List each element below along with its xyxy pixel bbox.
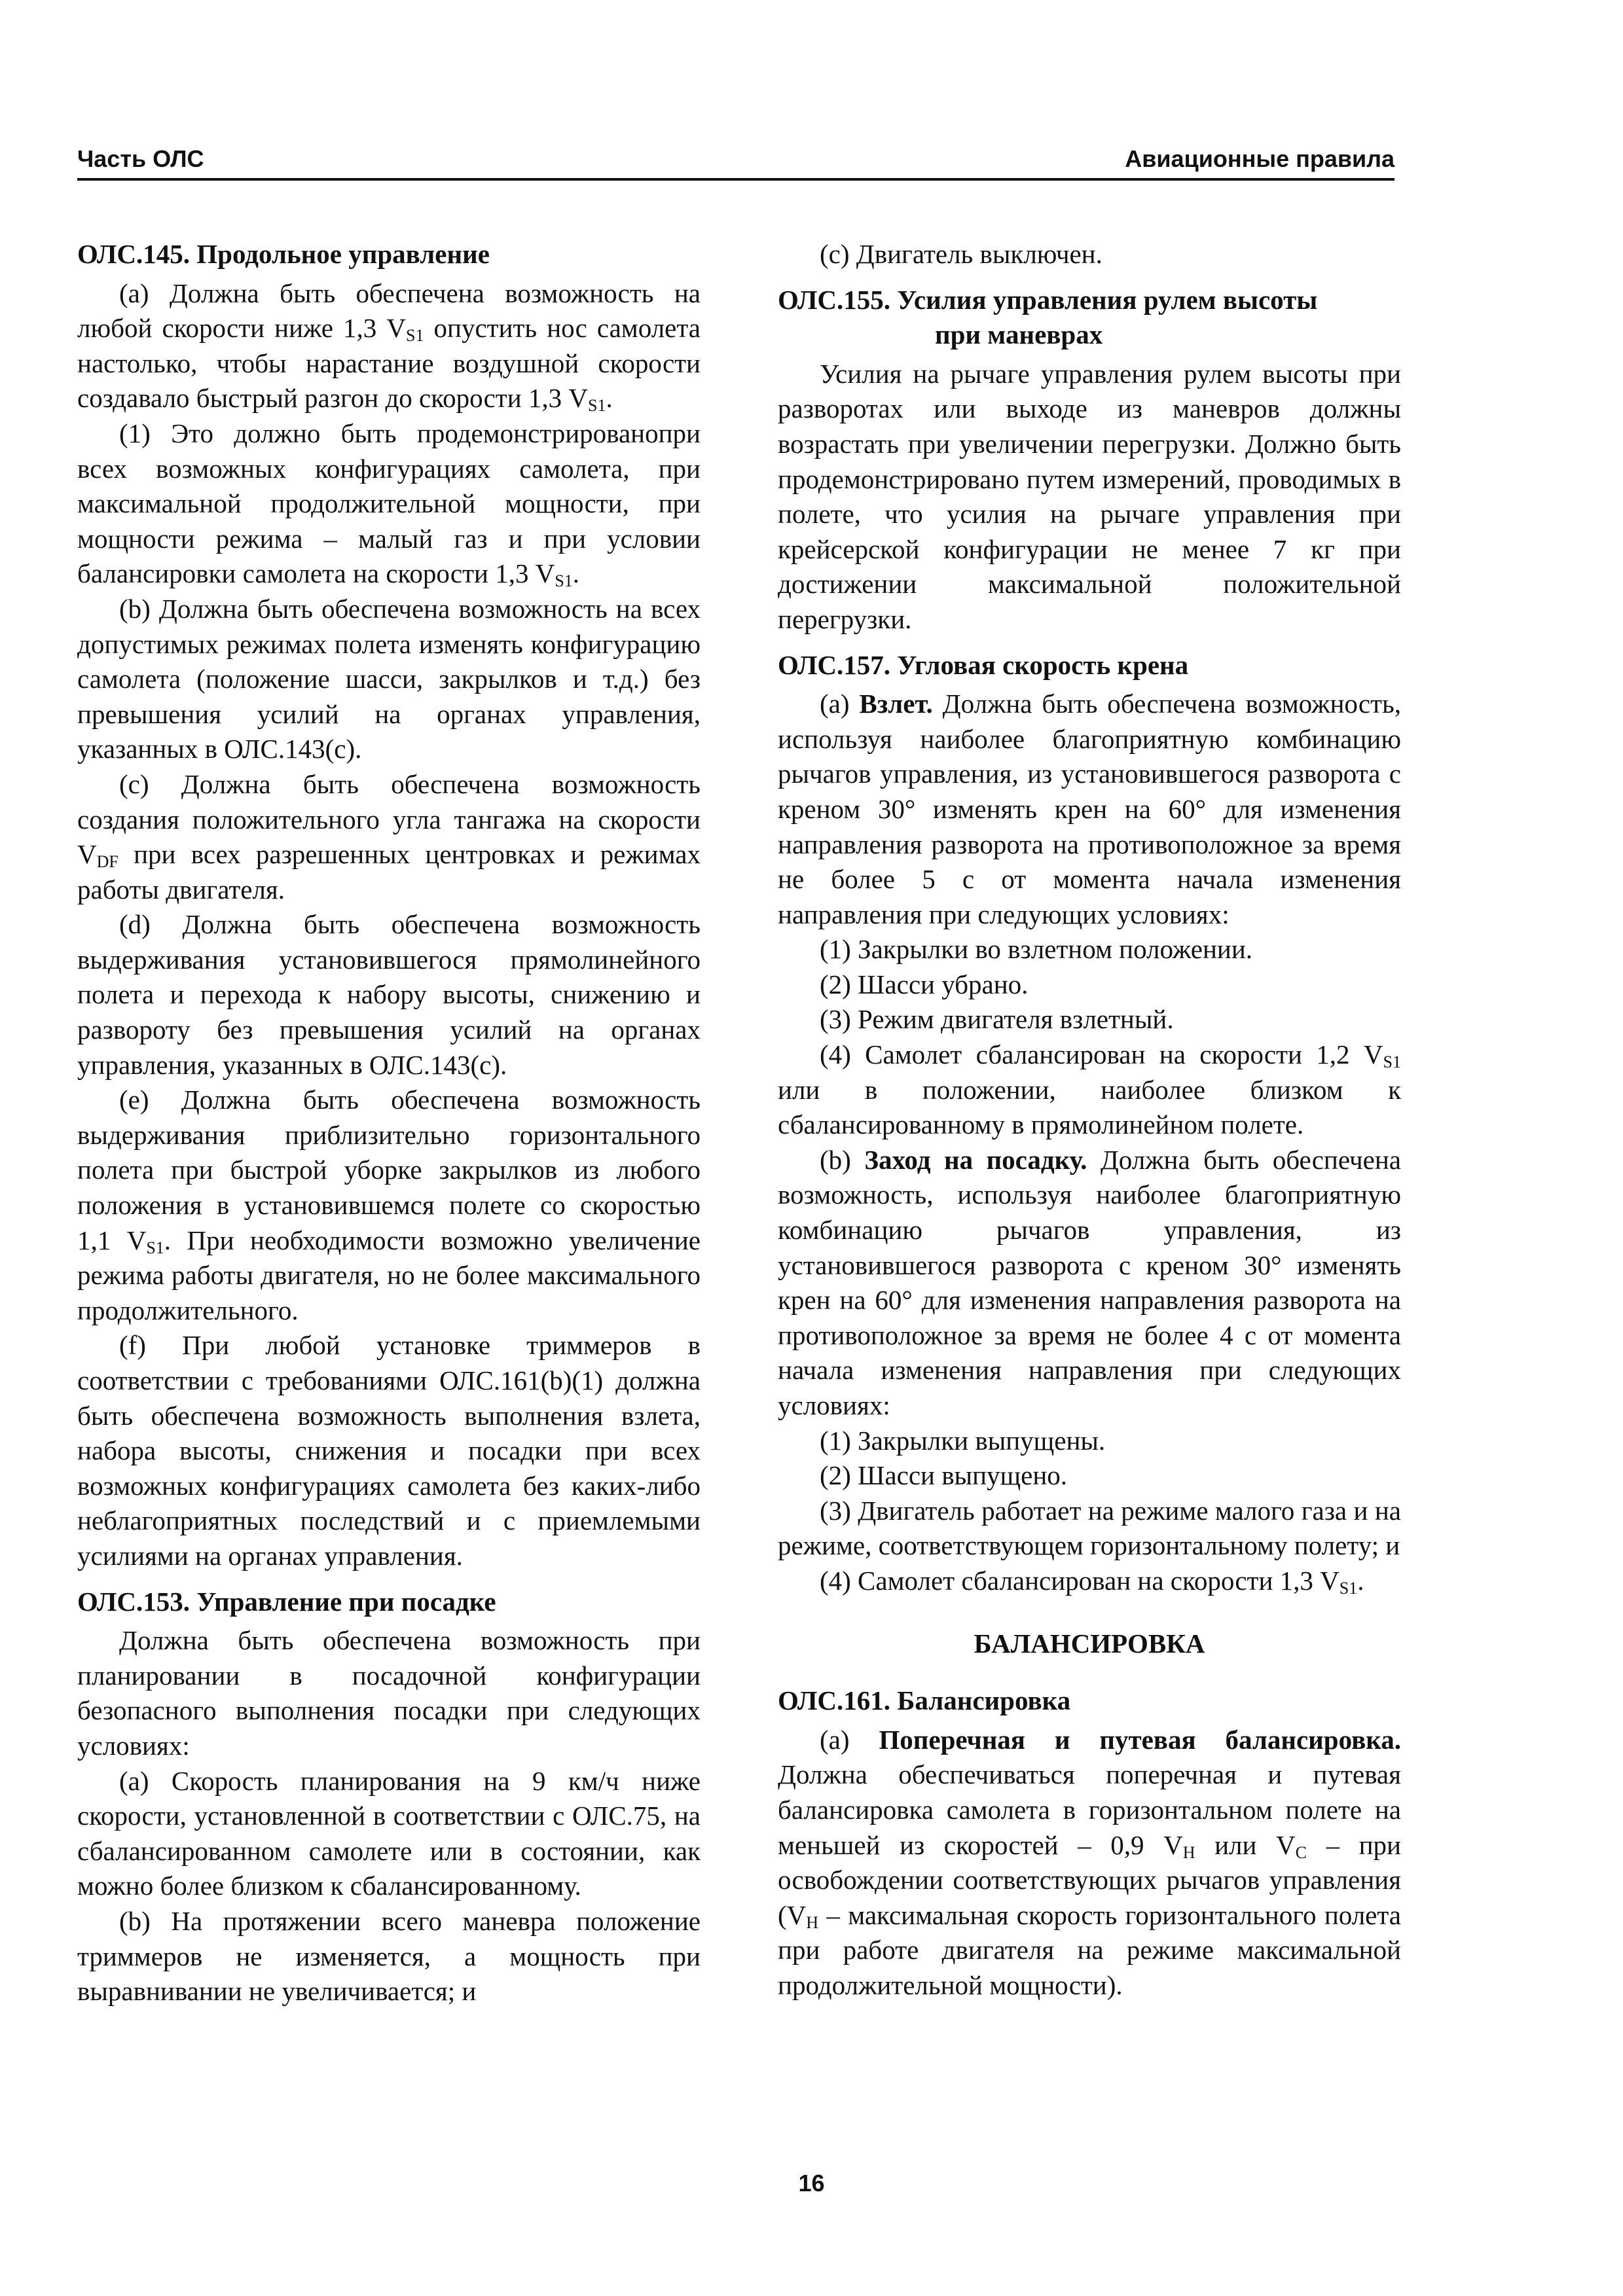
section-title-155: ОЛС.155. Усилия управления рулем высоты при маневрах [778, 284, 1318, 350]
section-title-161: ОЛС.161. Балансировка [778, 1685, 1071, 1716]
header-doc-title: Авиационные правила [1125, 145, 1395, 172]
para-157-b3: (3) Двигатель работает на режиме малого газа и на режиме, соответствующем горизонтальному полету; и [778, 1495, 1401, 1561]
para-157-a: (a) Взлет. Должна быть обеспечена возможность, используя наиболее благоприятную комбинацию рычагов управления, из установившегося разворота с креном 30° изменять крен на 60° для изменения направления разворота на противоположное за время не более 5 с от момента начала изменения направления при следующих условиях: [778, 689, 1401, 929]
para-157-a1: (1) Закрылки во взлетном положении. [820, 934, 1253, 965]
para-145-a1: (1) Это должно быть продемонстрированопри всех возможных конфигурациях самолета, при максимальной продолжительной мощности, при мощности режима – малый газ и при условии балансировки самолета на скорости 1,3 $V_{S1}$. [77, 418, 701, 591]
para-145-b: (b) Должна быть обеспечена возможность на всех допустимых режимах полета изменять конфигурацию самолета (положение шасси, закрылков и т.д.) без превышения усилий на органах управления, указанных в ОЛС.143(c). [77, 593, 701, 764]
para-157-b2: (2) Шасси выпущено. [820, 1460, 1068, 1491]
para-153-a: (a) Скорость планирования на 9 км/ч ниже скорости, установленной в соответствии с ОЛС.75, на сбалансированном самолете или в состоянии, как можно более близком к сбалансированному. [77, 1765, 701, 1901]
para-153-c: (c) Двигатель выключен. [820, 239, 1103, 269]
para-157-a4: (4) Самолет сбалансирован на скорости 1,2 $V_{S1}$ или в положении, наиболее близком к сбалансированному в прямолинейном полете. [778, 1039, 1401, 1140]
para-155-body: Усилия на рычаге управления рулем высоты при разворотах или выходе из маневров должны возрастать при увеличении перегрузки. Должно быть продемонстрировано путем измерений, проводимых в полете, что усилия на рычаге управления при крейсерской конфигурации не менее 7 кг при достижении максимальной положительной перегрузки. [778, 358, 1401, 634]
section-title-157: ОЛС.157. Угловая скорость крена [778, 649, 1189, 680]
para-145-a: (a) Должна быть обеспечена возможность на любой скорости ниже 1,3 $V_{S1}$ опустить нос самолета настолько, чтобы нарастание воздушной скорости создавало быстрый разгон до скорости 1,3 $V_{S1}$. [77, 278, 701, 416]
para-153-b: (b) На протяжении всего маневра положение триммеров не изменяется, а мощность при выравнивании не увеличивается; и [77, 1905, 701, 2007]
para-145-e: (e) Должна быть обеспечена возможность выдерживания приблизительно горизонтального полета при быстрой уборке закрылков из любого положения в установившемся полете со скоростью 1,1 $V_{S1}$. При необходимости возможно увеличение режима работы двигателя, но не более максимального продолжительного. [77, 1085, 701, 1325]
para-157-b: (b) Заход на посадку. Должна быть обеспечена возможность, используя наиболее благоприятную комбинацию рычагов управления, из установившегося разворота с креном 30° изменять крен на 60° для изменения направления разворота на противоположное за время не более 4 с от момента начала изменения направления при следующих условиях: [778, 1144, 1402, 1420]
page-header [77, 137, 1395, 181]
para-153-intro: Должна быть обеспечена возможность при планировании в посадочной конфигурации безопасного выполнения посадки при следующих условиях: [77, 1625, 701, 1761]
section-title-153: ОЛС.153. Управление при посадке [77, 1586, 496, 1617]
left-column [77, 237, 701, 2009]
page-number: 16 [798, 2170, 825, 2197]
section-title-145: ОЛС.145. Продольное управление [77, 239, 490, 269]
para-157-b1: (1) Закрылки выпущены. [820, 1425, 1106, 1456]
para-161-a: (a) Поперечная и путевая балансировка. Должна обеспечиваться поперечная и путевая балансировка самолета в горизонтальном полете на меньшей из скоростей – 0,9 $V_H$ или $V_C$ – при освобождении соответствующих рычагов управления ($V_H$ – максимальная скорость горизонтального полета при работе двигателя на режиме максимальной продолжительной мощности). [778, 1724, 1401, 2000]
para-157-b4: (4) Самолет сбалансирован на скорости 1,3 $V_{S1}$. [820, 1565, 1364, 1598]
header-part-label: Часть ОЛС [77, 145, 204, 172]
para-145-f: (f) При любой установке триммеров в соответствии с требованиями ОЛС.161(b)(1) должна быть обеспечена возможность выполнения взлета, набора высоты, снижения и посадки при всех возможных конфигурациях самолета без каких-либо неблагоприятных последствий и с приемлемыми усилиями на органах управления. [77, 1330, 701, 1571]
heading-balancing: БАЛАНСИРОВКА [974, 1628, 1205, 1659]
para-157-a3: (3) Режим двигателя взлетный. [820, 1004, 1174, 1035]
para-145-d: (d) Должна быть обеспечена возможность выдерживания установившегося прямолинейного полета и перехода к набору высоты, снижению и развороту без превышения усилий на органах управления, указанных в ОЛС.143(c). [77, 909, 701, 1080]
para-157-a2: (2) Шасси убрано. [820, 969, 1029, 999]
para-145-c: (c) Должна быть обеспечена возможность создания положительного угла тангажа на скорости $V_{DF}$ при всех разрешенных центровках и режимах работы двигателя. [77, 768, 701, 905]
right-column [778, 237, 1401, 2003]
